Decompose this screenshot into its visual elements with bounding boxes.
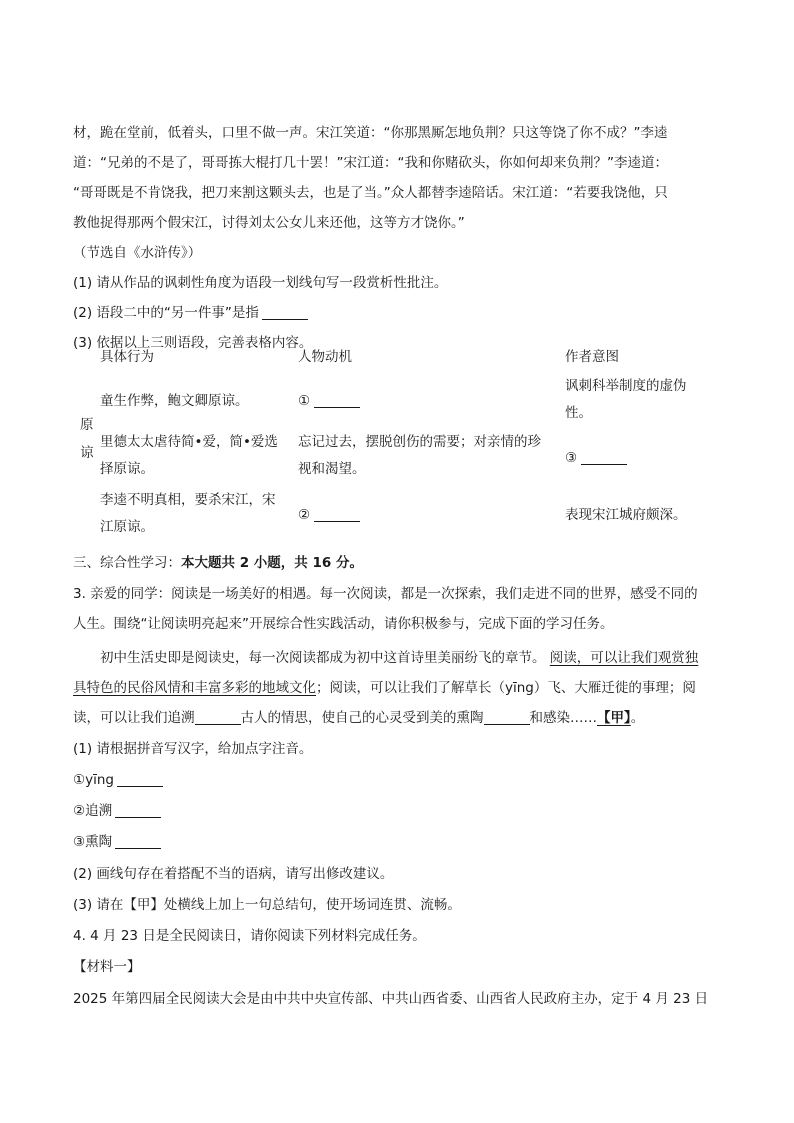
q3-item-3-label: ③熏陶 <box>73 834 113 850</box>
table-blank-2[interactable] <box>314 507 360 522</box>
section-3-title-bold: 本大题共 2 小题，共 16 分。 <box>181 555 363 571</box>
q4-material-label: 【材料一】 <box>73 959 141 975</box>
q3-period: 。 <box>630 710 645 726</box>
table-row-2-motive-line2: 视和渴望。 <box>298 461 366 477</box>
q3-blank-xuntao[interactable] <box>484 710 530 725</box>
q3-sub-3: (3) 请在【甲】处横线上加上一句总结句，使开场词连贯、流畅。 <box>73 897 461 913</box>
q3-item-2-label: ②追溯 <box>73 803 113 819</box>
q3-paragraph-line-3 <box>73 708 644 728</box>
q3-paragraph-line3-b: 古人的情思，使自己的心灵受到美的熏陶 <box>240 710 484 726</box>
table-row-3-behavior-line2: 江原谅。 <box>100 519 154 535</box>
q3-item-1-blank[interactable] <box>117 772 163 787</box>
table-row-1-behavior: 童生作弊，鲍文卿原谅。 <box>100 393 249 409</box>
section-3-title <box>73 553 363 573</box>
q3-intro-line-1: 3. 亲爱的同学：阅读是一场美好的相遇。每一次阅读，都是一次探索，我们走进不同的世界，感受不同的 <box>73 586 698 602</box>
table-blank-3[interactable] <box>581 450 627 465</box>
table-row-2-behavior-line2: 择原谅。 <box>100 461 154 477</box>
table-row-1-motive-label: ① <box>298 393 311 409</box>
passage-source: （节选自《水浒传》） <box>73 245 202 261</box>
passage-line-2: 道：“兄弟的不是了，哥哥拣大棍打几十罢！”宋江道：“我和你赌砍头，你如何却来负荆？”李逵道： <box>73 155 668 171</box>
table-row-2-motive-line1: 忘记过去，摆脱创伤的需要；对亲情的珍 <box>298 434 541 450</box>
q3-item-2-blank[interactable] <box>115 803 161 818</box>
table-row-1-motive <box>298 388 360 414</box>
table-row-2-behavior-line1: 里德太太虐待简•爱，简•爱选 <box>100 434 278 450</box>
q3-item-1 <box>73 770 163 790</box>
table-group-label-1: 原 <box>80 417 94 433</box>
q3-paragraph-line3-a: 读，可以让我们追溯 <box>73 710 195 726</box>
table-header-intent: 作者意图 <box>565 349 619 365</box>
q3-sub-2: (2) 画线句存在着搭配不当的语病，请写出修改建议。 <box>73 866 394 882</box>
q3-sub-1: (1) 请根据拼音写汉字，给加点字注音。 <box>73 741 313 757</box>
q3-item-1-label: ①yīng <box>73 772 114 788</box>
q3-paragraph-line-1 <box>73 648 698 668</box>
answer-blank[interactable] <box>262 305 308 320</box>
q3-paragraph-line-2 <box>73 678 696 698</box>
question-2-1: (1) 请从作品的讽刺性角度为语段一划线句写一段赏析性批注。 <box>73 275 448 291</box>
question-2-2 <box>73 303 308 323</box>
section-3-title-normal: 三、综合性学习： <box>73 555 181 571</box>
question-2-3: (3) 依据以上三则语段，完善表格内容。 <box>73 335 313 351</box>
question-2-2-text: (2) 语段二中的“另一件事”是指 <box>73 305 259 321</box>
passage-line-3: “哥哥既是不肯饶我，把刀来割这颗头去，也是了当。”众人都替李逵陪话。宋江道：“若要我饶他，只 <box>73 185 668 201</box>
table-blank-1[interactable] <box>314 393 360 408</box>
q4-intro: 4. 4 月 23 日是全民阅读日，请你阅读下列材料完成任务。 <box>73 928 426 944</box>
q3-jia-marker: 【甲】 <box>597 710 631 726</box>
table-group-label-2: 谅 <box>80 445 94 461</box>
q3-item-2 <box>73 801 161 821</box>
table-header-behavior: 具体行为 <box>100 349 154 365</box>
q4-material-line: 2025 年第四届全民阅读大会是由中共中央宣传部、中共山西省委、山西省人民政府主办，定于 4 月 23 日 <box>73 991 709 1007</box>
passage-line-4: 教他捉得那两个假宋江，讨得刘太公女儿来还他，这等方才饶你。” <box>73 215 465 231</box>
q3-paragraph-start: 初中生活史即是阅读史，每一次阅读都成为初中这首诗里美丽纷飞的章节。 <box>100 650 546 666</box>
table-row-1-intent-line2: 性。 <box>565 405 592 421</box>
q3-underlined-sentence-part2: 具特色的民俗风情和丰富多彩的地域文化 <box>73 680 316 696</box>
q3-underlined-sentence-part1: 阅读，可以让我们观赏独 <box>549 650 699 666</box>
table-header-motive: 人物动机 <box>298 349 352 365</box>
table-row-2-intent-label: ③ <box>565 450 578 466</box>
q3-paragraph-line3-c: 和感染…… <box>529 710 597 726</box>
q3-blank-suyuan[interactable] <box>195 710 241 725</box>
table-row-2-intent <box>565 445 627 471</box>
table-row-3-behavior-line1: 李逵不明真相，要杀宋江，宋 <box>100 492 276 508</box>
table-row-1-intent-line1: 讽刺科举制度的虚伪 <box>565 378 687 394</box>
table-row-3-intent: 表现宋江城府颇深。 <box>565 507 687 523</box>
table-row-3-motive <box>298 502 360 528</box>
table-row-3-motive-label: ② <box>298 507 311 523</box>
passage-line-1: 材，跪在堂前，低着头，口里不做一声。宋江笑道：“你那黑厮怎地负荆？只这等饶了你不成？”李逵 <box>73 125 668 141</box>
q3-item-3-blank[interactable] <box>115 834 161 849</box>
q3-item-3 <box>73 832 161 852</box>
q3-intro-line-2: 人生。围绕“让阅读明亮起来”开展综合性实践活动，请你积极参与，完成下面的学习任务。 <box>73 616 614 632</box>
summary-table <box>73 340 721 550</box>
q3-paragraph-rest: ；阅读，可以让我们了解草长（yīng）飞、大雁迁徙的事理；阅 <box>316 680 696 696</box>
